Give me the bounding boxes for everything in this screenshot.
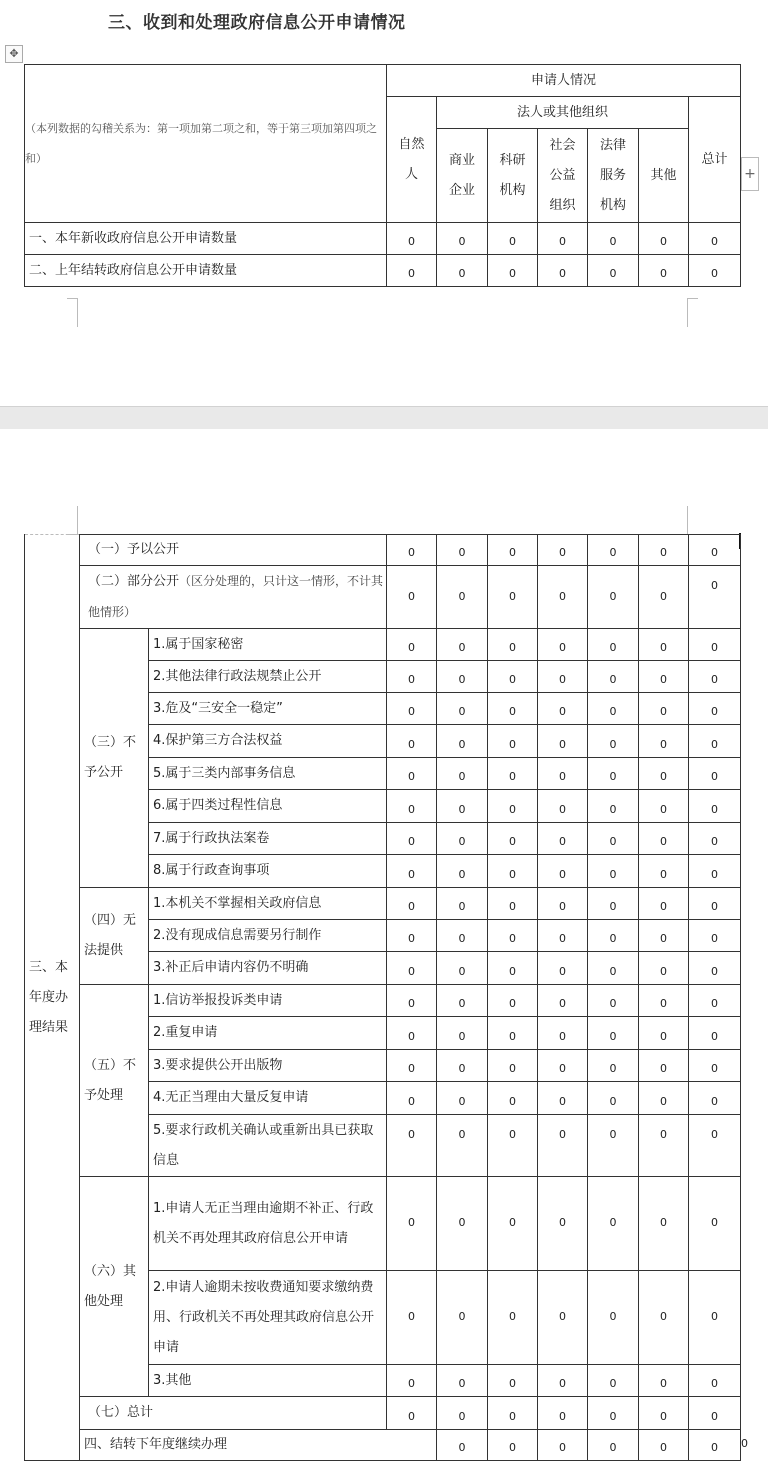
- row-label: （七）总计: [80, 1397, 387, 1430]
- cell-value: 0: [387, 758, 437, 790]
- header-research: 科研 机构: [488, 129, 538, 223]
- row-label: 3.其他: [149, 1365, 387, 1397]
- cell-value: 0: [488, 1430, 538, 1461]
- row-label: 2.重复申请: [149, 1017, 387, 1050]
- category-unable: （四）无 法提供: [80, 888, 149, 985]
- crop-mark: [687, 506, 698, 535]
- cell-value: 0: [588, 535, 639, 566]
- cell-value: 0: [488, 629, 538, 661]
- row-label: 1.本机关不掌握相关政府信息: [149, 888, 387, 920]
- row-label: 4.无正当理由大量反复申请: [149, 1082, 387, 1115]
- table-row: [25, 888, 741, 920]
- cell-value: 0: [689, 1430, 741, 1461]
- cell-value: 0: [387, 920, 437, 952]
- row-label: 1.属于国家秘密: [149, 629, 387, 661]
- cell-value: 0: [689, 1177, 741, 1271]
- row-label: 1.申请人无正当理由逾期不补正、行政机关不再处理其政府信息公开申请: [149, 1177, 387, 1271]
- cell-value: 0: [588, 566, 639, 629]
- cell-value: 0: [689, 1365, 741, 1397]
- cell-value: 0: [387, 661, 437, 693]
- cell-value: 0: [387, 566, 437, 629]
- cell-value: 0: [488, 823, 538, 855]
- cell-value: 0: [437, 1177, 488, 1271]
- cell-value: 0: [488, 255, 538, 287]
- row-label: 3.要求提供公开出版物: [149, 1050, 387, 1082]
- cell-value: 0: [387, 693, 437, 725]
- cell-value: 0: [639, 629, 689, 661]
- cell-value: 0: [538, 1271, 588, 1365]
- cell-value: 0: [538, 566, 588, 629]
- cell-value: 0: [689, 1082, 741, 1115]
- cell-value: 0: [488, 855, 538, 888]
- cell-value: 0: [588, 661, 639, 693]
- cell-value: 0: [488, 693, 538, 725]
- cell-value: 0: [689, 693, 741, 725]
- cell-value: 0: [538, 1365, 588, 1397]
- cell-value: 0: [387, 790, 437, 823]
- header-note: （本列数据的勾稽关系为：第一项加第二项之和，等于第三项加第四项之和）: [25, 65, 387, 223]
- cell-value: 0: [488, 985, 538, 1017]
- cell-value: 0: [488, 223, 538, 255]
- cell-value: 0: [639, 1365, 689, 1397]
- cell-value: 0: [538, 1082, 588, 1115]
- header-total: 总计: [689, 97, 741, 223]
- cell-value: 0: [689, 629, 741, 661]
- cell-value: 0: [437, 1082, 488, 1115]
- cell-value: 0: [639, 1050, 689, 1082]
- cell-value: 0: [437, 790, 488, 823]
- cell-value: 0: [639, 1115, 689, 1177]
- cell-value: 0: [488, 920, 538, 952]
- cell-value: 0: [437, 1397, 488, 1430]
- cell-value: 0: [538, 790, 588, 823]
- cell-value: 0: [387, 535, 437, 566]
- cell-value: 0: [488, 661, 538, 693]
- row-label: 二、上年结转政府信息公开申请数量: [25, 255, 387, 287]
- cell-value: 0: [387, 1082, 437, 1115]
- header-legal-service: 法律 服务 机构: [588, 129, 639, 223]
- cell-value: 0: [639, 1430, 689, 1461]
- cell-value: 0: [437, 535, 488, 566]
- cell-value: 0: [437, 1365, 488, 1397]
- header-legal-org: 法人或其他组织: [437, 97, 689, 129]
- cell-value: 0: [639, 1082, 689, 1115]
- cell-value: 0: [538, 535, 588, 566]
- page-break: [0, 406, 768, 430]
- row-label: （一）予以公开: [80, 535, 387, 566]
- cell-value: 0: [538, 661, 588, 693]
- cell-value: 0: [387, 629, 437, 661]
- cell-value: 0: [538, 823, 588, 855]
- cell-value: 0: [488, 1365, 538, 1397]
- table-row: [25, 535, 741, 566]
- cell-value: 0: [488, 535, 538, 566]
- cell-value: 0: [387, 725, 437, 758]
- cell-value: 0: [387, 985, 437, 1017]
- cell-value: 0: [387, 1271, 437, 1365]
- cell-value: 0: [437, 1430, 488, 1461]
- cell-value: 0: [639, 952, 689, 985]
- cell-value: 0: [689, 985, 741, 1017]
- cell-value: 0: [588, 888, 639, 920]
- cell-value: 0: [639, 758, 689, 790]
- cell-value: 0: [588, 758, 639, 790]
- cell-value: 0: [689, 255, 741, 287]
- row-label: 7.属于行政执法案卷: [149, 823, 387, 855]
- cell-value: 0: [437, 1271, 488, 1365]
- header-applicant: 申请人情况: [387, 65, 741, 97]
- row-label: 一、本年新收政府信息公开申请数量: [25, 223, 387, 255]
- cell-value: 0: [639, 1271, 689, 1365]
- cell-value: 0: [437, 1017, 488, 1050]
- cell-value: 0: [588, 1430, 639, 1461]
- row-label: 4.保护第三方合法权益: [149, 725, 387, 758]
- cell-value: 0: [387, 1017, 437, 1050]
- cell-value: 0: [689, 823, 741, 855]
- cell-value: 0: [437, 255, 488, 287]
- cell-value: 0: [437, 693, 488, 725]
- cell-value: 0: [387, 1115, 437, 1177]
- cell-value: 0: [538, 855, 588, 888]
- cell-value: 0: [689, 920, 741, 952]
- cell-value: 0: [488, 758, 538, 790]
- cell-value: 0: [387, 855, 437, 888]
- crop-mark: [67, 506, 78, 535]
- table-row: [25, 985, 741, 1017]
- crop-mark: [67, 298, 78, 327]
- table-row: [25, 1397, 741, 1430]
- cell-value: 0: [538, 952, 588, 985]
- cell-value: 0: [588, 1115, 639, 1177]
- header-table: [24, 64, 741, 287]
- row-label: 3.危及“三安全一稳定”: [149, 693, 387, 725]
- cell-value: 0: [488, 725, 538, 758]
- cell-value: 0: [689, 1397, 741, 1430]
- plus-icon[interactable]: +: [741, 157, 759, 191]
- cell-value: 0: [437, 223, 488, 255]
- row-label: 5.要求行政机关确认或重新出具已获取信息: [149, 1115, 387, 1177]
- table-row: [25, 1177, 741, 1271]
- cell-value: 0: [488, 566, 538, 629]
- cell-value: 0: [437, 725, 488, 758]
- cell-value: 0: [639, 888, 689, 920]
- cell-value: 0: [689, 661, 741, 693]
- cell-value: 0: [639, 693, 689, 725]
- cell-value: 0: [639, 985, 689, 1017]
- cell-value: 0: [538, 255, 588, 287]
- header-natural-person: 自然 人: [387, 97, 437, 223]
- cell-value: 0: [588, 1082, 639, 1115]
- row-label: 2.申请人逾期未按收费通知要求缴纳费用、行政机关不再处理其政府信息公开申请: [149, 1271, 387, 1365]
- cell-value: 0: [639, 661, 689, 693]
- cell-value: 0: [588, 1271, 639, 1365]
- cell-value: 0: [538, 1115, 588, 1177]
- row-label: 3.补正后申请内容仍不明确: [149, 952, 387, 985]
- cell-value: 0: [689, 790, 741, 823]
- cell-value: 0: [588, 223, 639, 255]
- cell-value: 0: [437, 1050, 488, 1082]
- row-label: 6.属于四类过程性信息: [149, 790, 387, 823]
- cell-value: 0: [437, 566, 488, 629]
- cell-value: 0: [387, 1050, 437, 1082]
- cell-value: 0: [588, 1017, 639, 1050]
- cell-value: 0: [588, 693, 639, 725]
- cell-value: 0: [538, 223, 588, 255]
- cell-value: 0: [488, 888, 538, 920]
- page-top: [0, 0, 768, 406]
- results-table: [24, 534, 741, 1461]
- cell-value: 0: [538, 1430, 588, 1461]
- cell-value: 0: [689, 566, 741, 629]
- cell-value: 0: [488, 1177, 538, 1271]
- cell-value: 0: [538, 725, 588, 758]
- cell-value: 0: [488, 790, 538, 823]
- cell-value: 0: [639, 566, 689, 629]
- cell-value: 0: [538, 888, 588, 920]
- cell-value: 0: [387, 823, 437, 855]
- cell-value: 0: [437, 758, 488, 790]
- cell-value: 0: [437, 985, 488, 1017]
- cell-value: 0: [588, 855, 639, 888]
- table-row: [25, 629, 741, 661]
- cell-value: 0: [538, 693, 588, 725]
- cell-value: 0: [488, 1397, 538, 1430]
- row-label: 8.属于行政查询事项: [149, 855, 387, 888]
- cell-value: 0: [387, 952, 437, 985]
- row-label: 5.属于三类内部事务信息: [149, 758, 387, 790]
- cell-value: 0: [639, 1397, 689, 1430]
- cell-value: 0: [588, 725, 639, 758]
- cell-value: 0: [488, 1271, 538, 1365]
- table-row: [25, 566, 741, 629]
- cell-value: 0: [689, 535, 741, 566]
- cell-value: 0: [538, 985, 588, 1017]
- header-business: 商业 企业: [437, 129, 488, 223]
- move-handle-icon[interactable]: ✥: [5, 45, 23, 63]
- cell-value: 0: [639, 823, 689, 855]
- cell-value: 0: [488, 952, 538, 985]
- cell-value: 0: [639, 920, 689, 952]
- cell-value: 0: [588, 255, 639, 287]
- row-label: 1.信访举报投诉类申请: [149, 985, 387, 1017]
- cell-value: 0: [387, 1397, 437, 1430]
- cell-value: 0: [588, 823, 639, 855]
- table-row: [25, 223, 741, 255]
- cell-value: 0: [437, 952, 488, 985]
- cell-value: 0: [488, 1082, 538, 1115]
- cell-value: 0: [387, 255, 437, 287]
- cell-value: 0: [387, 1365, 437, 1397]
- header-public-welfare: 社会 公益 组织: [538, 129, 588, 223]
- cell-value: 0: [588, 790, 639, 823]
- cell-value: 0: [639, 855, 689, 888]
- cell-value: 0: [689, 223, 741, 255]
- row-label: （二）部分公开（区分处理的，只计这一情形，不计其他情形）: [80, 566, 387, 629]
- table-row: [25, 1430, 741, 1461]
- row-label: 四、结转下年度继续办理: [80, 1430, 437, 1461]
- cell-value: 0: [588, 985, 639, 1017]
- cell-value: 0: [639, 255, 689, 287]
- cell-value: 0: [538, 1397, 588, 1430]
- cell-value: 0: [639, 1017, 689, 1050]
- cell-value: 0: [437, 661, 488, 693]
- cell-value: 0: [387, 223, 437, 255]
- cell-value: 0: [588, 920, 639, 952]
- results-group-label: 三、本 年度办 理结果: [25, 535, 80, 1461]
- cell-value: 0: [437, 823, 488, 855]
- cell-value: 0: [538, 758, 588, 790]
- cell-value: 0: [639, 790, 689, 823]
- cell-value: 0: [437, 1115, 488, 1177]
- cell-value: 0: [488, 1050, 538, 1082]
- category-not-disclose: （三）不 予公开: [80, 629, 149, 888]
- cell-value: 0: [488, 1017, 538, 1050]
- category-not-process: （五）不 予处理: [80, 985, 149, 1177]
- category-other-process: （六）其 他处理: [80, 1177, 149, 1397]
- cell-value: 0: [538, 920, 588, 952]
- row-label: 2.没有现成信息需要另行制作: [149, 920, 387, 952]
- cell-value: 0: [689, 725, 741, 758]
- crop-mark: [687, 298, 698, 327]
- cell-value: 0: [639, 535, 689, 566]
- cell-value: 0: [538, 1050, 588, 1082]
- header-other: 其他: [639, 129, 689, 223]
- cell-value: 0: [387, 888, 437, 920]
- cell-value: 0: [639, 223, 689, 255]
- cell-value: 0: [437, 888, 488, 920]
- table-row: [25, 255, 741, 287]
- cell-value: 0: [639, 1177, 689, 1271]
- cell-value: 0: [538, 1177, 588, 1271]
- cell-value: 0: [689, 952, 741, 985]
- cell-value: 0: [689, 1050, 741, 1082]
- cell-value: 0: [588, 1397, 639, 1430]
- cell-value: 0: [437, 629, 488, 661]
- cell-value: 0: [538, 629, 588, 661]
- cell-value: 0: [437, 855, 488, 888]
- cell-value: 0: [588, 1050, 639, 1082]
- cell-value: 0: [639, 725, 689, 758]
- cell-value: 0: [689, 855, 741, 888]
- cell-value: 0: [387, 1177, 437, 1271]
- cell-value: 0: [588, 952, 639, 985]
- cell-value: 0: [689, 1017, 741, 1050]
- cell-value: 0: [488, 1115, 538, 1177]
- section-title: 三、收到和处理政府信息公开申请情况: [108, 13, 406, 33]
- cell-value: 0: [689, 758, 741, 790]
- row-label: 2.其他法律行政法规禁止公开: [149, 661, 387, 693]
- cell-value: 0: [689, 1271, 741, 1365]
- cell-value: 0: [689, 888, 741, 920]
- cell-value: 0: [437, 920, 488, 952]
- cell-value: 0: [588, 1177, 639, 1271]
- cell-value: 0: [588, 1365, 639, 1397]
- cell-value: 0: [538, 1017, 588, 1050]
- cell-value: 0: [689, 1115, 741, 1177]
- cell-value: 0: [588, 629, 639, 661]
